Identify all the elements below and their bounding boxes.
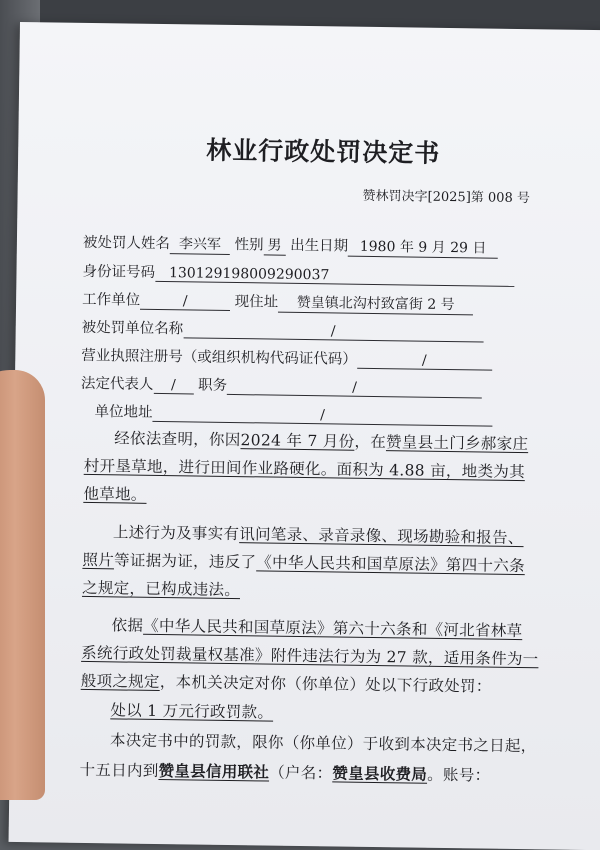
name-label: 被处罚人姓名	[82, 234, 171, 253]
penalty-decision-document	[9, 22, 600, 850]
unit-name-row	[82, 316, 484, 343]
paragraph-5-line-2: 十五日内到赞皇县信用联社（户名：赞皇县收费局。账号：	[79, 760, 491, 785]
id-row	[82, 260, 514, 287]
unit-name-label: 被处罚单位名称	[81, 319, 184, 338]
paragraph-2-line-3: 之规定，已构成违法。	[81, 578, 241, 600]
evidence-list: 讯问笔录、录音录像、现场勘验和报告、	[239, 525, 524, 548]
person-info-row	[83, 231, 498, 259]
representative-value: /	[153, 377, 193, 395]
birth-value: 1980 年 9 月 29 日	[348, 236, 498, 259]
license-value: /	[357, 352, 492, 371]
paragraph-3-line-3: 般项之规定，本机关决定对你（你单位）处以下行政处罚：	[80, 671, 492, 696]
license-label: 营业执照注册号（或组织机构代码证代码）	[81, 347, 357, 368]
birth-label: 出生日期	[290, 237, 349, 255]
work-label: 工作单位	[82, 291, 141, 309]
paragraph-3-line-1: 依据《中华人民共和国草原法》第六十六条和《河北省林草	[111, 616, 523, 641]
license-row	[81, 344, 492, 371]
bank-name: 赞皇县信用联社	[158, 761, 270, 782]
paragraph-2-line-2: 照片等证据为证，违反了《中华人民共和国草原法》第四十六条	[82, 550, 525, 576]
id-value: 130129198009290037	[155, 265, 514, 287]
paragraph-2-line-1: 上述行为及事实有讯问笔录、录音录像、现场勘验和报告、	[112, 523, 524, 548]
document-number: 赞林罚决字[2025]第 008 号	[362, 188, 531, 207]
document-title: 林业行政处罚决定书	[206, 135, 441, 168]
hand-thumb	[0, 370, 45, 800]
representative-row	[81, 372, 482, 399]
violated-law: 《中华人民共和国草原法》第四十六条	[256, 553, 525, 576]
legal-basis: 《中华人民共和国草原法》第六十六条和《河北省林草	[143, 616, 523, 641]
unit-address-label: 单位地址	[94, 404, 153, 421]
violation-date: 2024 年 7 月份	[240, 431, 355, 451]
sex-value: 男	[263, 234, 285, 255]
sex-label: 性别	[234, 237, 264, 254]
position-value: /	[227, 378, 482, 399]
unit-address-row	[94, 400, 492, 427]
penalty-line: 处以 1 万元行政罚款。	[110, 701, 274, 722]
name-value: 李兴军	[170, 233, 230, 255]
violation-location: 赞皇县土门乡郝家庄	[385, 433, 529, 454]
account-name: 赞皇县收费局	[332, 763, 428, 784]
paragraph-3-line-2: 系统行政处罚裁量权基准》附件违法行为为 27 款，适用条件为一	[81, 643, 539, 669]
paragraph-5-line-1: 本决定书中的罚款，限你（你单位）于收到本决定书之日起，	[109, 731, 537, 756]
paragraph-1-line-1: 经依法查明，你因2024 年 7 月份，在赞皇县土门乡郝家庄	[114, 429, 529, 454]
work-value: /	[140, 293, 230, 311]
paragraph-1-line-3: 他草地。	[83, 484, 147, 504]
work-address-row	[82, 288, 473, 315]
id-label: 身份证号码	[82, 263, 156, 281]
paragraph-1-line-2: 村开垦草地，进行田间作业路硬化。面积为 4.88 亩，地类为其	[83, 456, 526, 482]
unit-address-value: /	[152, 405, 492, 427]
representative-label: 法定代表人	[80, 375, 154, 393]
position-label: 职务	[197, 377, 228, 394]
address-value: 赞皇镇北沟村致富街 2 号	[278, 292, 473, 316]
address-label: 现住址	[234, 294, 279, 311]
unit-name-value: /	[183, 321, 483, 342]
